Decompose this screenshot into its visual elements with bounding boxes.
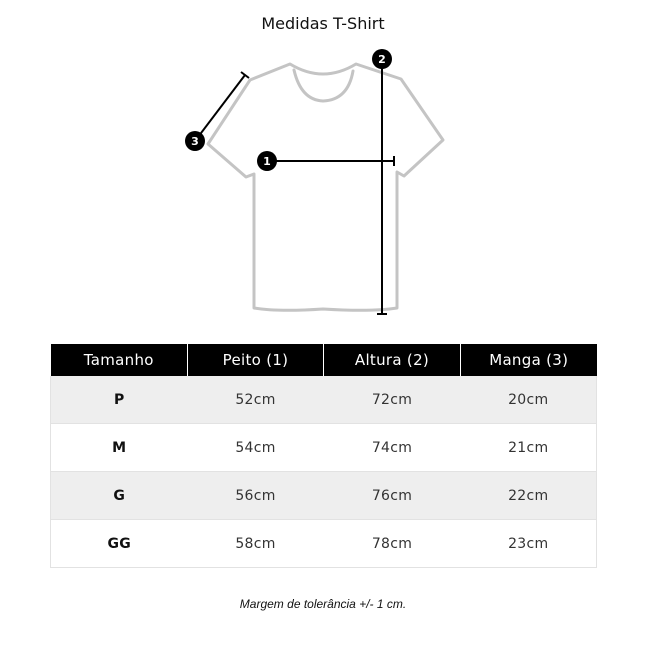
manga-cell: 21cm [461,424,597,472]
header-altura: Altura (2) [324,344,461,376]
marker-1-label: 1 [263,155,271,168]
header-peito: Peito (1) [188,344,324,376]
marker-1 [257,151,277,171]
size-chart-table [50,344,597,568]
marker-2 [372,49,392,69]
size-cell: M [51,424,188,472]
manga-cell: 22cm [461,472,597,520]
header-tamanho: Tamanho [51,344,188,376]
marker-3 [185,131,205,151]
peito-cell: 58cm [188,520,324,568]
peito-cell: 54cm [188,424,324,472]
table-row [51,472,597,520]
header-manga: Manga (3) [461,344,597,376]
sleeve-measure-line [195,75,245,141]
altura-cell: 76cm [324,472,461,520]
table-row [51,424,597,472]
peito-cell: 52cm [188,376,324,424]
table-row [51,520,597,568]
page-title: Medidas T-Shirt [261,14,385,33]
altura-cell: 74cm [324,424,461,472]
size-cell: P [51,376,188,424]
size-cell: GG [51,520,188,568]
size-cell: G [51,472,188,520]
manga-cell: 23cm [461,520,597,568]
altura-cell: 78cm [324,520,461,568]
marker-3-label: 3 [191,135,199,148]
marker-2-label: 2 [378,53,386,66]
table-row [51,376,597,424]
altura-cell: 72cm [324,376,461,424]
manga-cell: 20cm [461,376,597,424]
peito-cell: 56cm [188,472,324,520]
table-header-row [51,344,597,376]
tolerance-note: Margem de tolerância +/- 1 cm. [239,597,407,611]
